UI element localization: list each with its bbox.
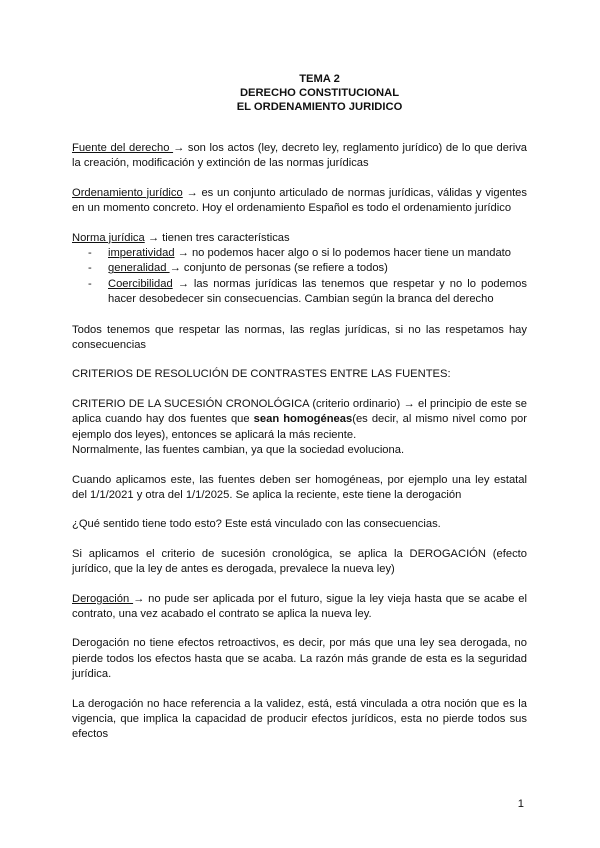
paragraph-ejemplo: Cuando aplicamos este, las fuentes deben ser homogéneas, por ejemplo una ley estatal del 1/1/2021 y otra del 1/1/2025. Se aplica la reciente, este tiene la derogación: [72, 473, 527, 501]
page-number: 1: [517, 798, 524, 810]
paragraph-retroactivos: Derogación no tiene efectos retroactivos, es decir, por más que una ley sea derogada, no pierde todos los efectos hasta que se acaba. La razón más grande de esta es la seguridad jurídica.: [72, 637, 527, 681]
term-ordenamiento: Ordenamiento jurídico: [72, 186, 183, 199]
term-norma: Norma jurídica: [72, 231, 145, 244]
list-item: - Coercibilidad → las normas jurídicas las tenemos que respetar y no lo podemos hacer desobedecer sin consecuencias. Cambian según la branca del derecho: [72, 277, 527, 308]
bold-homogeneas: sean homogéneas: [253, 413, 353, 426]
paragraph-ordenamiento: Ordenamiento jurídico → es un conjunto articulado de normas jurídicas, válidas y vigentes en un momento concreto. Hoy el ordenamiento Español es todo el ordenamiento jurídico: [72, 186, 527, 215]
list-item: - generalidad → conjunto de personas (se refiere a todos): [72, 261, 527, 276]
term-fuente: Fuente del derecho: [72, 142, 174, 154]
term-derogacion: Derogación: [72, 592, 134, 605]
topic-number: TEMA 2: [299, 73, 340, 85]
characteristics-list: [72, 246, 527, 308]
section-heading-criterios: CRITERIOS DE RESOLUCIÓN DE CONTRASTES ENTRE LAS FUENTES:: [72, 368, 451, 381]
paragraph-criterio-cronologico: CRITERIO DE LA SUCESIÓN CRONOLÓGICA (criterio ordinario) → el principio de este se aplica cuando hay dos fuentes que sean homogéneas(es decir, al mismo nivel como por ejemplo dos leyes), entonces se aplicará la más reciente. Normalmente, las fuentes cambian, ya que la sociedad evoluciona.: [72, 397, 527, 457]
document-header: [72, 72, 527, 114]
subject-title: DERECHO CONSTITUCIONAL: [239, 87, 400, 99]
paragraph-sentido: ¿Qué sentido tiene todo esto? Este está vinculado con las consecuencias.: [72, 518, 441, 531]
list-item: - imperatividad → no podemos hacer algo o si lo podemos hacer tiene un mandato: [72, 246, 527, 261]
document-page: [72, 72, 527, 757]
paragraph-fuente: Fuente del derecho → son los actos (ley, decreto ley, reglamento jurídico) de lo que deriva la creación, modificación y extinción de las normas jurídicas: [72, 142, 528, 170]
paragraph-vigencia: La derogación no hace referencia a la validez, está, está vinculada a otra noción que es la vigencia, que implica la capacidad de producir efectos jurídicos, esta no pierde todos sus efectos: [72, 697, 527, 741]
paragraph-derogacion: Derogación → no pude ser aplicada por el futuro, sigue la ley vieja hasta que se acabe el contrato, una vez acabado el contrato se aplica la nueva ley.: [72, 592, 527, 620]
topic-title: EL ORDENAMIENTO JURIDICO: [236, 101, 403, 113]
paragraph-derogacion-intro: Si aplicamos el criterio de sucesión cronológica, se aplica la DEROGACIÓN (efecto jurídico, que la ley de antes es derogada, prevalece la nueva ley): [72, 547, 527, 576]
paragraph-respetar: Todos tenemos que respetar las normas, las reglas jurídicas, si no las respetamos hay consecuencias: [72, 323, 527, 352]
paragraph-norma: Norma jurídica → tienen tres características: [72, 231, 290, 244]
